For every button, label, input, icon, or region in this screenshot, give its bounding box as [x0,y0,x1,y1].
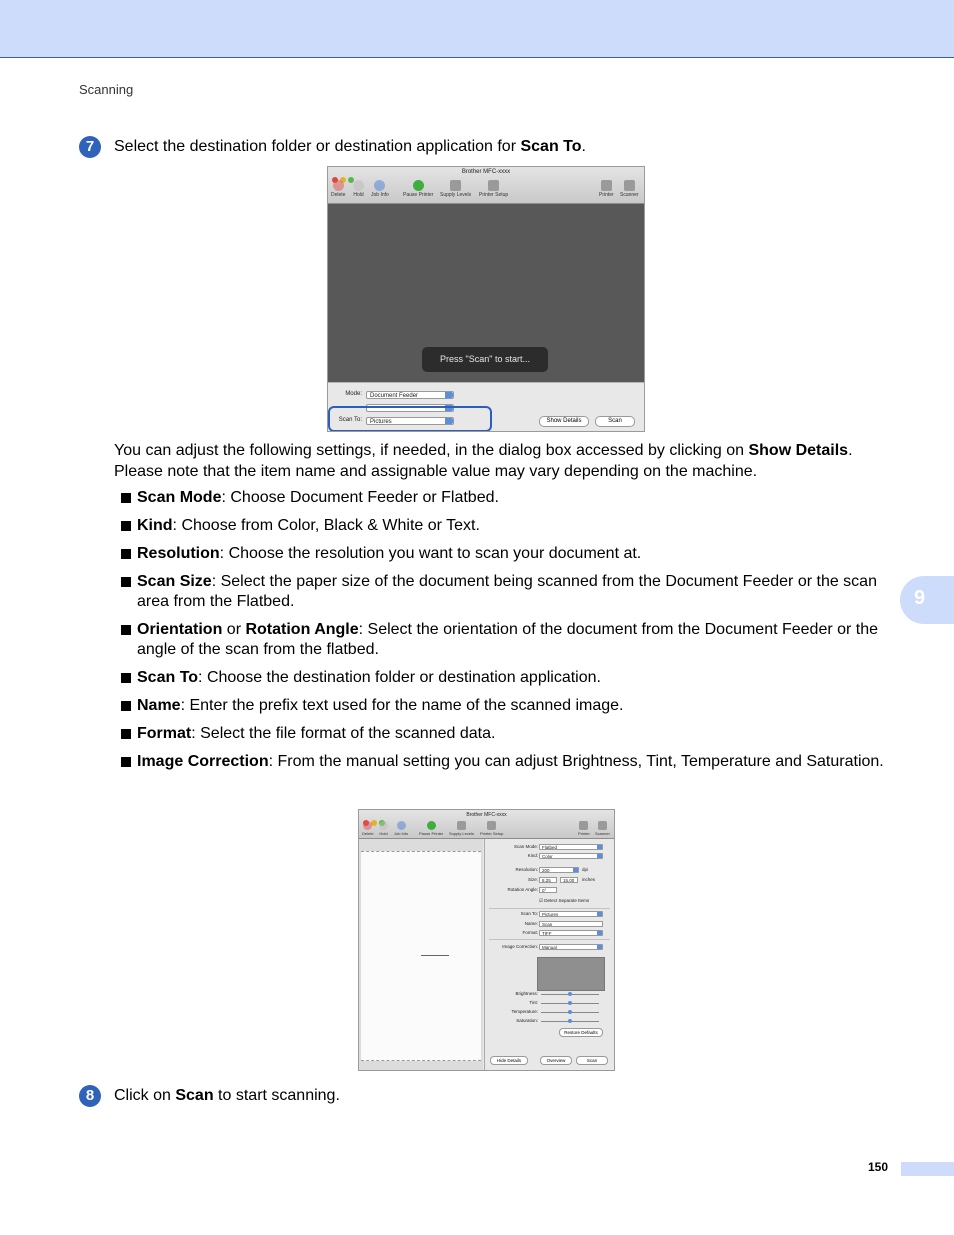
list-item: Resolution: Choose the resolution you want to scan your document at. [120,544,900,564]
window-title: Brother MFC-xxxx [461,169,511,175]
size-unit: inches [582,877,596,882]
scanner-icon [624,180,635,191]
printer-setup-icon [488,180,499,191]
chapter-tab [900,576,954,624]
list-item: Scan Size: Select the paper size of the document being scanned from the Document Feeder or the scan area from the Flatbed. [120,572,900,612]
scan-to-select: Pictures [539,911,603,917]
printer-setup-button: Printer Setup [479,180,508,198]
list-item: Name: Enter the prefix text used for the name of the scanned image. [120,696,900,716]
printer-icon [601,180,612,191]
delete-icon [363,821,372,830]
brightness-slider [541,994,599,995]
step-number-badge: 7 [79,136,101,158]
press-scan-message: Press "Scan" to start... [422,347,548,372]
list-item: Scan To: Choose the destination folder or destination application. [120,668,900,688]
printer-button: Printer [599,180,614,198]
supply-levels-button: Supply Levels [449,821,474,836]
resolution-select: 200 [539,867,579,873]
scan-to-label: Scan To: [338,417,362,423]
page-number-bar [901,1162,954,1176]
hide-details-button: Hide Details [490,1056,528,1065]
saturation-slider [541,1021,599,1022]
printer-setup-icon [487,821,496,830]
scanner-window-details [358,809,615,1071]
format-select: TIFF [539,930,603,936]
scanner-button: Scanner [620,180,639,198]
list-item: Orientation or Rotation Angle: Select the orientation of the document from the Document Feeder or the angle of the scan from the flatbed. [120,620,900,660]
window-toolbar [328,167,644,204]
hold-button: Hold [379,821,388,836]
scanner-window-simple [327,166,645,432]
printer-icon [579,821,588,830]
scan-to-highlight [328,406,492,432]
pause-icon [413,180,424,191]
details-panel: Scan Mode: Flatbed Kind: Color Resolution: 200 dpi Size: 8.25 15.00 inches Rotation Angle: 0° ☑ Detect Separate Items Scan To: Pictures Name: Scan Format: TIFF Image Correction: Manual Brightness: Tint: Temperature: Saturation: Restore Defaults Hide Details Overview Scan [484,839,614,1070]
kind-select: Color [539,853,603,859]
scan-preview-area [328,204,644,382]
section-label: Scanning [79,82,134,97]
list-item: Scan Mode: Choose Document Feeder or Flatbed. [120,488,900,508]
job-info-button: Job Info [394,821,408,836]
restore-defaults-button: Restore Defaults [559,1028,603,1037]
list-item: Format: Select the file format of the scanned data. [120,724,900,744]
step-text: Select the destination folder or destination application for Scan To. [114,138,586,155]
scan-to-select: Pictures [366,417,454,425]
scan-mode-select: Flatbed [539,844,603,850]
image-correction-select: Manual [539,944,603,950]
info-icon [397,821,406,830]
rotation-field: 0° [539,887,557,893]
size-width-field: 8.25 [539,877,557,883]
delete-icon [333,180,344,191]
job-info-button: Job Info [371,180,389,198]
hold-icon [379,821,388,830]
separator [489,908,610,909]
settings-list [120,488,900,780]
step-number-badge: 8 [79,1085,101,1107]
window-title: Brother MFC-xxxx [466,812,507,818]
list-item: Image Correction: From the manual setting you can adjust Brightness, Tint, Temperature and Saturation. [120,752,900,772]
window-toolbar [359,810,614,839]
step-text: Click on Scan to start scanning. [114,1087,340,1104]
pause-printer-button: Pause Printer [419,821,443,836]
size-height-field: 15.00 [560,877,578,883]
correction-preview-thumbnail [537,957,605,991]
intro-paragraph: You can adjust the following settings, if needed, in the dialog box accessed by clicking on Show Details. Please note that the item name and assignable value may vary depending on the machine. [114,442,853,480]
pause-printer-button: Pause Printer [403,180,433,198]
printer-setup-button: Printer Setup [480,821,503,836]
mode-select: Document Feeder [366,391,454,399]
chapter-number: 9 [914,587,926,609]
name-field: Scan [539,921,603,927]
info-icon [374,180,385,191]
delete-button: Delete [362,821,374,836]
supply-levels-icon [450,180,461,191]
separator [489,939,610,940]
page-number: 150 [868,1160,889,1174]
detect-checkbox: ☑ Detect Separate Items [539,898,590,903]
mode-row [328,391,644,401]
mode-label: Mode: [345,391,362,397]
scan-preview-page [361,851,481,1061]
overview-button: Overview [540,1056,572,1065]
printer-button: Printer [578,821,590,836]
supply-levels-icon [457,821,466,830]
list-item: Kind: Choose from Color, Black & White or Text. [120,516,900,536]
temperature-slider [541,1012,599,1013]
hold-button: Hold [353,180,364,198]
tint-slider [541,1003,599,1004]
selection-marker [421,955,449,956]
hold-icon [353,180,364,191]
scan-button: Scan [576,1056,608,1065]
delete-button: Delete [331,180,345,198]
supply-levels-button: Supply Levels [440,180,471,198]
show-details-button: Show Details [539,416,589,427]
resolution-unit: dpi [582,867,589,872]
header-band [0,0,954,58]
scan-preview-area [359,839,483,1070]
scanner-button: Scanner [595,821,610,836]
scanner-icon [598,821,607,830]
pause-icon [427,821,436,830]
scan-button: Scan [595,416,635,427]
